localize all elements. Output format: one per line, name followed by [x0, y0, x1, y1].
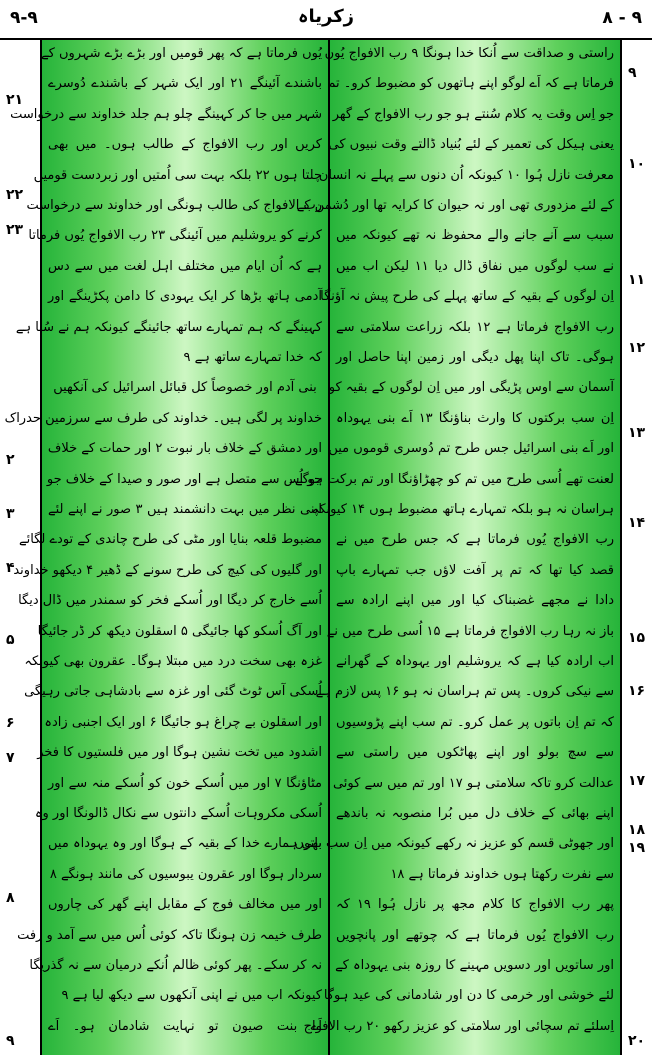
- text-line: ہوگی۔ تاک اپنا پھل دیگی اور زمین اپنا حاصل اور: [336, 350, 614, 365]
- text-line: آسمان سے اوس پڑیگی اور میں اِن لوگوں کے بقیہ کو: [328, 380, 614, 396]
- text-line: باشندے آئینگے ۲۱ اور ایک شہر کے باشندے دُوسرے: [48, 76, 322, 92]
- text-line: مٹاؤنگا ۷ اور میں اُسکے خون کو اُسکے منہ سے اور: [48, 775, 322, 791]
- text-line: کے لئے مزدوری تھی اور نہ حیوان کا کرایہ تھا اور دُشمن کے: [296, 198, 614, 213]
- verse-number: ۱۸: [628, 822, 646, 838]
- text-line: کہینگے کہ ہم تمہارے ساتھ جائینگے کیونکہ ہم نے سُنا ہے: [15, 319, 322, 335]
- text-line: اُسکی آس ٹوٹ گئی اور غزہ سے بادشاہی جاتی رہیگی: [24, 684, 322, 700]
- text-line: نہ کر سکے۔ پھر کوئی ظالم اُنکے درمیان سے نہ گذریگا: [29, 958, 322, 973]
- right-text-column: [287, 40, 620, 1055]
- text-line: رب الافواج یُوں فرماتا ہے کہ جس طرح میں نے: [336, 532, 614, 548]
- text-line: اِن لوگوں کے بقیہ کے ساتھ پہلے کی طرح پیش نہ آؤنگا: [320, 289, 614, 305]
- verse-number: ۱۵: [628, 630, 646, 646]
- text-line: کرنے کو یروشلیم میں آئینگی ۲۳ رب الافواج یُوں فرماتا: [28, 228, 322, 244]
- text-line: سے نفرت رکھتا ہوں خداوند فرماتا ہے ۱۸: [390, 866, 614, 882]
- text-line: عدالت کرو تاکہ سلامتی ہو ۱۷ اور تم میں سے کوئی: [332, 775, 614, 791]
- text-line: معرفت نازل ہُوا ۱۰ کیونکہ اُن دنوں سے پہلے نہ انسان: [318, 167, 614, 183]
- text-line: رب الافواج کی طالب ہونگی اور خداوند سے درخواست: [26, 198, 322, 213]
- text-line: اُسکی مکروہات اُسکے دانتوں سے نکال ڈالونگا اور وہ: [34, 806, 322, 821]
- verse-number: ۱۴: [628, 515, 646, 531]
- text-line: اپنے بھائی کے خلاف دل میں بُرا منصوبہ نہ باندھے: [336, 806, 614, 821]
- text-line: کیونکہ اب میں نے اپنی آنکھوں سے دیکھ لیا ہے ۹: [61, 988, 322, 1004]
- text-line: سے نیکی کروں۔ پس تم ہراسان نہ ہو ۱۶ پس لازم ہے: [315, 684, 614, 700]
- text-line: اور میں مخالف فوج کے مقابل اپنے گھر کی چاروں: [48, 897, 322, 913]
- verse-number: ۱۳: [628, 425, 646, 441]
- text-line: شہر میں جا کر کہینگے چلو ہم جلد خداوند سے درخواست: [10, 106, 322, 122]
- text-line: قصد کیا تھا کہ تم پر آفت لاؤں جب تمہارے باپ: [336, 562, 614, 578]
- verse-number: ۶: [6, 715, 15, 731]
- text-line: فرماتا ہے کہ اَے لوگو اپنے ہاتھوں کو مضبوط کرو۔ تم: [327, 76, 614, 92]
- text-line: کہ تم اِن باتوں پر عمل کرو۔ تم سب اپنے پڑوسیوں: [336, 714, 614, 730]
- text-line: یعنی ہیکل کی تعمیر کے لئے بُنیاد ڈالتے وقت نبیوں کی: [328, 137, 614, 153]
- left-text-column: [4, 40, 330, 1055]
- verse-number: ۱۲: [628, 340, 646, 356]
- text-line: اِن سب برکتوں کا وارث بناؤنگا ۱۳ اَے بنی یہوداہ: [336, 410, 614, 426]
- verse-number: ۲۱: [6, 92, 24, 108]
- verse-number: ۷: [6, 750, 15, 766]
- text-line: غزہ بھی سخت درد میں مبتلا ہوگا۔ عقرون بھی کیونکہ: [24, 654, 322, 669]
- text-line: سردار ہوگا اور عقرون یبوسیوں کی مانند ہونگے ۸: [49, 866, 322, 882]
- text-line: پھر رب الافواج کا کلام مجھ پر نازل ہُوا ۱۹ کہ: [336, 897, 614, 913]
- text-line: اُسے خارج کر دیگا اور اُسکے فخر کو سمندر میں ڈال دیگا: [18, 593, 322, 609]
- header-left-reference: ۹-۹: [10, 8, 38, 28]
- text-line: چلتا ہوں ۲۲ بلکہ بہت سی اُمتیں اور زبردست قومیں: [33, 167, 322, 183]
- verse-number: ۱۷: [628, 773, 646, 789]
- verse-number: ۹: [628, 65, 637, 81]
- text-line: آدمی ہاتھ بڑھا کر ایک یہودی کا دامن پکڑینگے اور: [48, 289, 322, 305]
- text-line: ہے کہ اُن ایام میں مختلف اہل لغت میں سے دس: [48, 258, 322, 274]
- verse-number: ۲۰: [628, 1033, 646, 1049]
- text-line: اور جھوٹی قسم کو عزیز نہ رکھے کیونکہ میں اِن سب باتوں: [294, 836, 614, 852]
- text-line: ہراسان نہ ہو بلکہ تمہارے ہاتھ مضبوط ہوں ۱۴ کیونکہ: [311, 502, 614, 517]
- text-line: یُوں فرماتا ہے کہ پھر قومیں اور بڑے بڑے شہروں کے: [41, 46, 322, 61]
- text-line: اور اسقلون بے چراغ ہو جائیگا ۶ اور ایک اجنبی زادہ: [44, 714, 322, 730]
- verse-number: ۱۹: [628, 840, 646, 856]
- verse-number: ۱۶: [628, 683, 646, 699]
- text-line: اور گلیوں کی کیچ کی طرح سونے کے ڈھیر ۴ دیکھو خداوند: [13, 562, 322, 578]
- text-line: اور دمشق کے خلاف بار نبوت ۲ اور حمات کے خلاف: [47, 441, 322, 457]
- verse-number: ۳: [6, 506, 15, 522]
- verse-number: ۲: [6, 452, 15, 468]
- text-line: سے سچ بولو اور اپنے پھاٹکوں میں راستی سے: [336, 745, 614, 761]
- text-line: اور اَے بنی اسرائیل جس طرح تم دُوسری قوموں میں: [328, 441, 614, 457]
- verse-number: ۱۱: [628, 272, 646, 288]
- verse-number: ۴: [6, 560, 15, 576]
- text-line: اشدود میں تخت نشین ہوگا اور میں فلستیوں کا فخر: [37, 745, 322, 761]
- page-header: [0, 0, 652, 40]
- text-line: لعنت تھے اُسی طرح میں تم کو چھڑاؤنگا اور تم برکت ہوگے۔: [287, 471, 614, 487]
- text-line: باز نہ رہا رب الافواج فرماتا ہے ۱۵ اُسی طرح میں نے: [326, 623, 614, 639]
- text-line: خداوند پر لگی ہیں۔ خداوند کی طرف سے سرزمین حدراک: [4, 410, 322, 426]
- verse-number: ۲۲: [6, 187, 24, 203]
- text-line: کریں اور رب الافواج کے طالب ہوں۔ میں بھی: [48, 137, 322, 153]
- verse-number: ۱۰: [628, 156, 646, 172]
- text-line: بنی آدم اور خصوصاً کل قبائل اسرائیل کی آنکھیں: [53, 380, 317, 396]
- text-line: طرف خیمہ زن ہونگا تاکہ کوئی اُس میں سے آمد و رفت: [17, 927, 322, 943]
- text-line: اَے بنت صیون تو نہایت شادمان ہو۔ اَے: [48, 1018, 322, 1034]
- verse-number: ۸: [6, 890, 15, 906]
- right-margin: [620, 40, 652, 1055]
- text-line: دادا نے مجھے غضبناک کیا اور میں اپنے ارادہ سے: [336, 593, 614, 609]
- text-line: اور آگ اُسکو کھا جائیگی ۵ اسقلون دیکھ کر ڈر جائیگا: [37, 623, 322, 639]
- text-line: کہ خدا تمہارے ساتھ ہے ۹: [183, 350, 322, 365]
- text-line: اب ارادہ کیا ہے کہ یروشلیم اور یہوداہ کے گھرانے: [336, 654, 614, 669]
- text-line: نے سب لوگوں میں نفاق ڈال دیا ۱۱ لیکن اب میں: [336, 258, 614, 274]
- text-line: اِسلئے تم سچائی اور سلامتی کو عزیز رکھو ۲۰ رب الافواج: [303, 1018, 614, 1034]
- verse-number: ۲۳: [6, 222, 24, 238]
- header-right-reference: ۸ - ۹: [602, 8, 642, 28]
- text-line: لئے خوشی اور خرمی کا دن اور شادمانی کی عید ہوگا: [323, 988, 614, 1004]
- text-line: بھی ہمارے خدا کے بقیہ کے ہوگا اور وہ یہوداہ میں: [48, 836, 322, 852]
- text-line: جو اُس سے متصل ہے اور صور و صیدا کے خلاف جو: [46, 471, 322, 487]
- verse-number: ۵: [6, 632, 15, 648]
- text-line: سبب سے آنے جانے والے محفوظ نہ تھے کیونکہ میں: [336, 228, 614, 244]
- text-line: اور ساتویں اور دسویں مہینے کا روزہ بنی یہوداہ کے: [335, 958, 614, 973]
- text-line: اپنی نظر میں بہت دانشمند ہیں ۳ صور نے اپنے لئے: [48, 502, 322, 517]
- verse-number: ۹: [6, 1033, 15, 1049]
- text-line: جو اِس وقت یہ کلام سُنتے ہو جو رب الافواج کے گھر: [332, 106, 614, 122]
- book-title: زکریاہ: [297, 6, 355, 27]
- text-line: رب الافواج یُوں فرماتا ہے کہ چوتھے اور پانچویں: [336, 927, 614, 943]
- text-line: مضبوط قلعہ بنایا اور مٹی کی طرح چاندی کے تودے لگائے: [18, 532, 322, 548]
- text-line: رب الافواج فرماتا ہے ۱۲ بلکہ زراعت سلامتی سے: [336, 319, 614, 335]
- text-line: راستی و صداقت سے اُنکا خدا ہونگا ۹ رب الافواج یُوں: [324, 46, 614, 61]
